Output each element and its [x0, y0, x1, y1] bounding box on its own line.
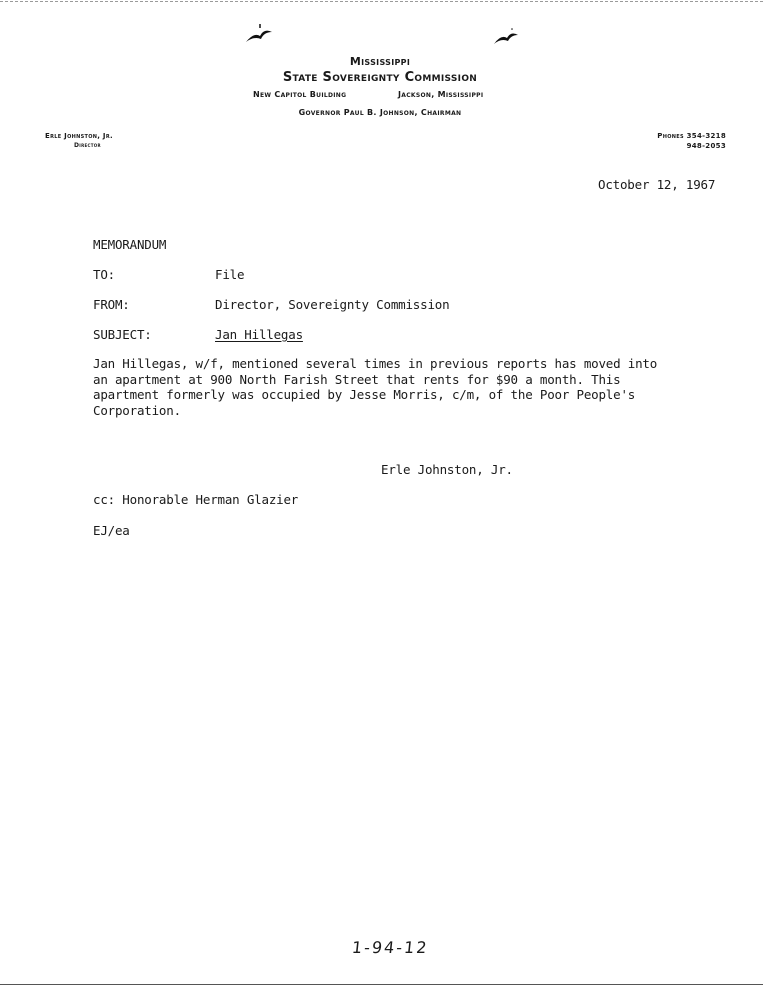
memo-heading: MEMORANDUM — [93, 237, 167, 252]
director-name: Erle Johnston, Jr. — [45, 132, 113, 140]
body-line: Corporation. — [93, 402, 181, 418]
subject-value: Jan Hillegas — [215, 327, 303, 342]
to-value: File — [215, 267, 245, 282]
phones-line-1: Phones 354-3218 — [657, 132, 726, 140]
bottom-border — [0, 984, 763, 985]
memo-date: October 12, 1967 — [598, 177, 716, 192]
letterhead-agency: State Sovereignty Commission — [282, 70, 478, 85]
letterhead-governor: Governor Paul B. Johnson, Chairman — [298, 108, 462, 117]
signature: Erle Johnston, Jr. — [381, 462, 513, 477]
to-label: TO: — [93, 267, 115, 282]
bird-emblem-right-icon — [492, 26, 520, 48]
body-line: an apartment at 900 North Farish Street that rents for $90 a month. This — [93, 371, 621, 387]
phones-line-2: 948-2053 — [686, 142, 726, 150]
top-border — [0, 1, 763, 2]
from-value: Director, Sovereignty Commission — [215, 297, 450, 312]
subject-label: SUBJECT: — [93, 327, 152, 342]
bird-emblem-left-icon — [244, 22, 274, 46]
body-line: Jan Hillegas, w/f, mentioned several times in previous reports has moved into — [93, 356, 658, 371]
body-line: apartment formerly was occupied by Jesse Morris, c/m, of the Poor People's — [93, 387, 636, 402]
letterhead-building: New Capitol Building — [253, 90, 347, 99]
memo-body — [93, 356, 657, 418]
from-label: FROM: — [93, 297, 130, 312]
file-number: 1-94-12 — [351, 938, 430, 957]
letterhead-city: Jackson, Mississippi — [398, 90, 484, 99]
director-title: Director — [74, 142, 101, 149]
initials: EJ/ea — [93, 523, 130, 538]
letterhead-state: Mississippi — [349, 55, 411, 68]
cc-line: cc: Honorable Herman Glazier — [93, 492, 299, 507]
